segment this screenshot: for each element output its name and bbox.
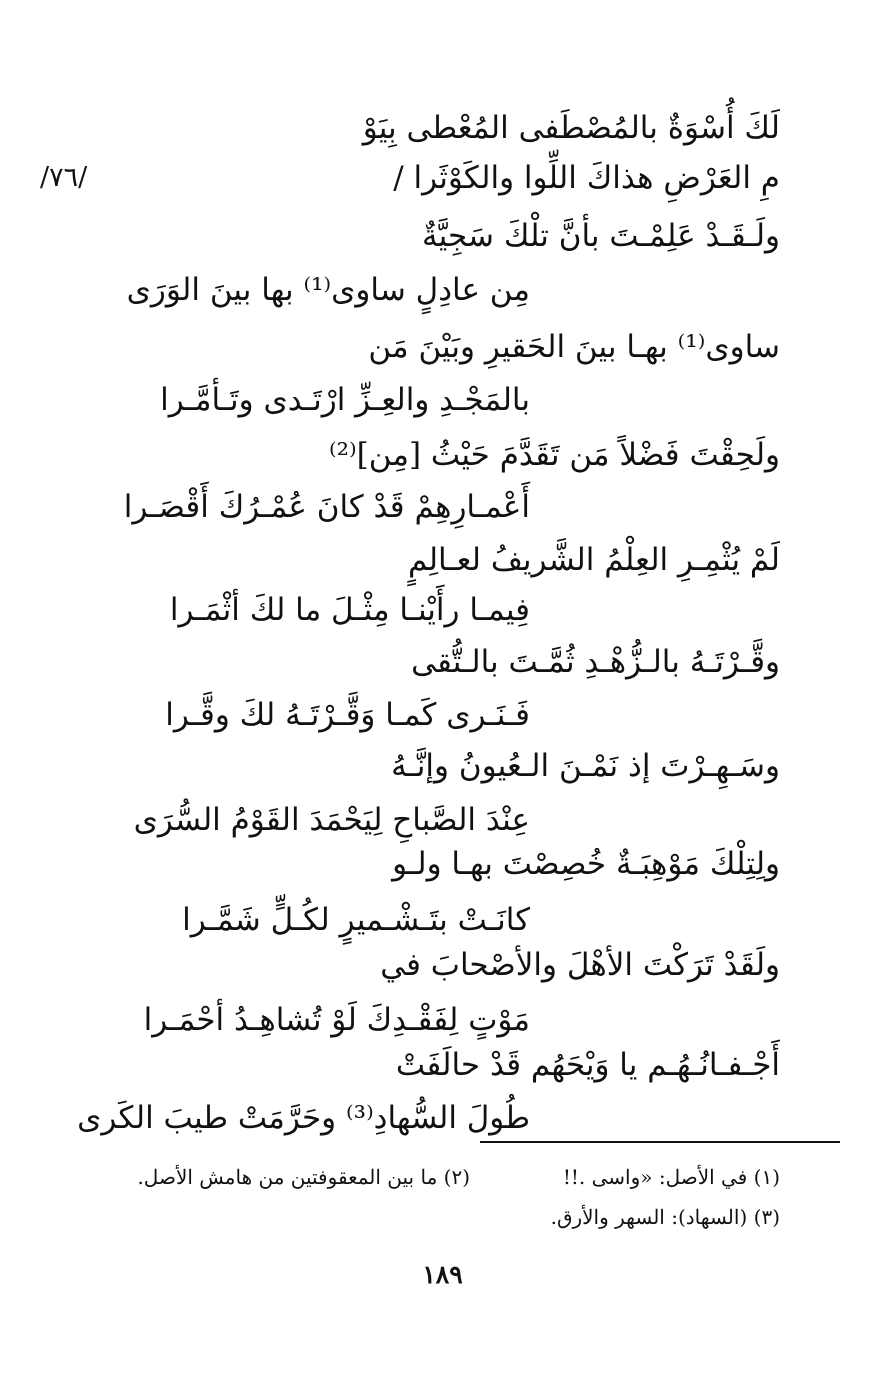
verse-hemistich-9: لَمْ يُثْمِـرِ العِلْمُ الشَّريفُ لعـالِمٍ: [407, 542, 780, 578]
verse-hemistich-12: فَـنَـرى كَمـا وَقَّـرْتَـهُ لكَ وقَّـرا: [165, 697, 530, 733]
verse-hemistich-17: ولَقَدْ تَرَكْتَ الأهْلَ والأصْحابَ في: [380, 947, 780, 983]
verse-hemistich-6: بالمَجْـدِ والعِـزِّ ارْتَـدى وتَـأمَّـرا: [160, 382, 530, 418]
verse-hemistich-5: ساوى⁽¹⁾ بهـا بينَ الحَقيرِ وبَيْنَ مَن: [368, 329, 780, 365]
verse-hemistich-13: وسَـهِـرْتَ إذ نَمْـنَ الـعُيونُ وإنَّـهُ: [391, 748, 780, 784]
verse-hemistich-18: مَوْتٍ لِفَقْـدِكَ لَوْ تُشاهِـدُ أحْمَـرا: [143, 1002, 530, 1038]
verse-hemistich-20: طُولَ السُّهادِ⁽³⁾ وحَرَّمَتْ طيبَ الكَرى: [77, 1100, 530, 1136]
page-number: ١٨٩: [422, 1260, 463, 1289]
footnote-2: (٢) ما بين المعقوفتين من هامش الأصل.: [137, 1165, 470, 1189]
verse-hemistich-19: أَجْـفـانُـهُـم يا وَيْحَهُم قَدْ حالَفَتْ: [395, 1047, 780, 1083]
verse-hemistich-11: وقَّـرْتَـهُ بالـزُّهْـدِ ثُمَّـتَ بالـتُّقى: [411, 644, 780, 680]
verse-hemistich-3: ولَـقَـدْ عَلِمْـتَ بأنَّ تلْكَ سَجِيَّةٌ: [422, 218, 780, 254]
verse-hemistich-2: مِ العَرْضِ هذاكَ اللِّوا والكَوْثَرا /: [393, 160, 780, 196]
verse-hemistich-15: ولِتِلْكَ مَوْهِبَـةٌ خُصِصْتَ بهـا ولـو: [392, 846, 780, 882]
verse-hemistich-7: ولَحِقْتَ فَضْلاً مَن تَقَدَّمَ حَيْثُ [مِن]⁽²⁾: [328, 437, 780, 473]
verse-hemistich-1: لَكَ أُسْوَةٌ بالمُصْطَفى المُعْطى بِيَوْ: [362, 110, 780, 146]
verse-hemistich-14: عِنْدَ الصَّباحِ لِيَحْمَدَ القَوْمُ السُّرَى: [133, 802, 530, 838]
verse-hemistich-16: كانَـتْ بتَـشْـميرٍ لكُـلٍّ شَمَّـرا: [182, 902, 530, 938]
footnote-separator: [480, 1141, 840, 1143]
footnote-1: (١) في الأصل: «واسى .!!: [562, 1165, 780, 1189]
margin-folio-reference: /٧٦/: [40, 162, 88, 193]
verse-hemistich-4: مِن عادِلٍ ساوى⁽¹⁾ بها بينَ الوَرَى: [126, 272, 530, 308]
verse-hemistich-10: فِيمـا رأَيْنـا مِثْـلَ ما لكَ أثْمَـرا: [169, 592, 530, 628]
verse-hemistich-8: أَعْمـارِهِمْ قَدْ كانَ عُمْـرُكَ أَقْصَـرا: [123, 489, 530, 525]
footnote-3: (٣) (السهاد): السهر والأرق.: [550, 1205, 780, 1229]
